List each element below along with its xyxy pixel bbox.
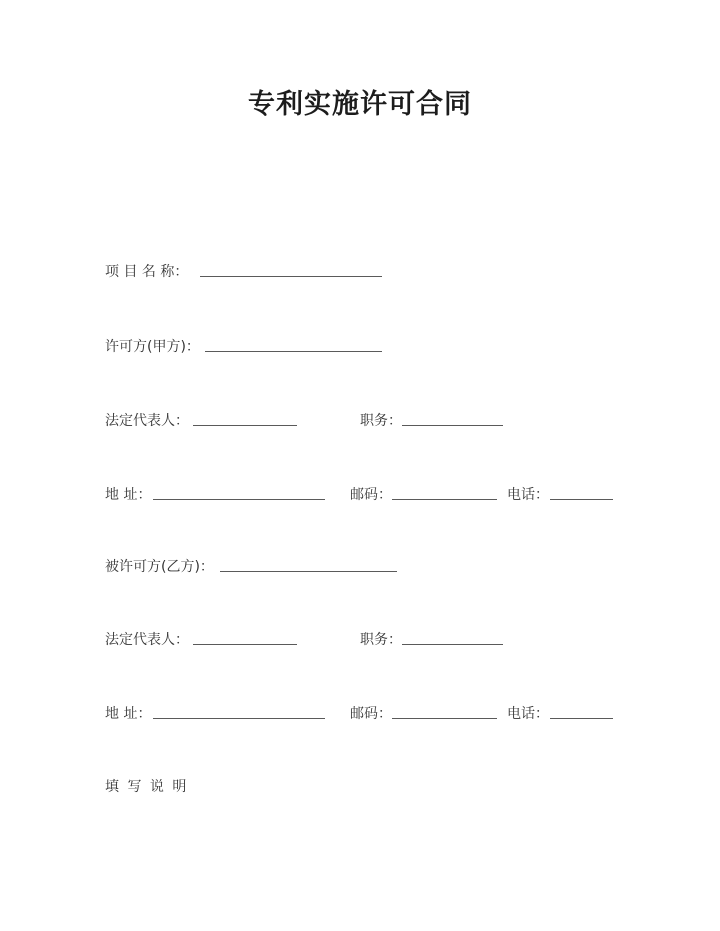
licensor-postcode-blank-line: [392, 485, 497, 500]
fill-instructions-label: 填 写 说 明: [105, 779, 189, 795]
licensor-phone-blank-line: [550, 485, 613, 500]
project-name-blank-line: [200, 262, 382, 277]
row-licensee-legal-rep: [105, 629, 665, 649]
licensee-address-label: 地 址：: [105, 706, 152, 722]
row-licensor-party: [105, 336, 665, 356]
licensee-legal-rep-label: 法定代表人：: [105, 632, 189, 648]
licensee-position-label: 职务：: [360, 632, 402, 648]
licensor-position-label: 职务：: [360, 413, 402, 429]
licensor-postcode-label: 邮码：: [350, 487, 392, 503]
licensee-phone-label: 电话：: [507, 706, 549, 722]
licensor-party-blank-line: [205, 337, 382, 352]
row-fill-instructions: [105, 776, 665, 796]
row-licensor-legal-rep: [105, 410, 665, 430]
licensor-legal-rep-label: 法定代表人：: [105, 413, 189, 429]
row-licensor-address: [105, 484, 665, 504]
licensor-address-blank-line: [153, 485, 325, 500]
licensee-position-blank-line: [402, 630, 503, 645]
licensor-phone-label: 电话：: [507, 487, 549, 503]
licensee-party-blank-line: [220, 557, 397, 572]
licensor-legal-rep-blank-line: [193, 411, 297, 426]
licensee-legal-rep-blank-line: [193, 630, 297, 645]
document-title: 专利实施许可合同: [248, 89, 472, 120]
licensor-address-label: 地 址：: [105, 487, 152, 503]
row-licensee-address: [105, 703, 665, 723]
project-name-label: 项 目 名 称：: [105, 264, 189, 280]
licensor-position-blank-line: [402, 411, 503, 426]
licensee-party-label: 被许可方(乙方)：: [105, 559, 214, 575]
licensor-party-label: 许可方(甲方)：: [105, 339, 200, 355]
row-licensee-party: [105, 556, 665, 576]
licensee-phone-blank-line: [550, 704, 613, 719]
row-project-name: [105, 261, 665, 281]
licensee-address-blank-line: [153, 704, 325, 719]
licensee-postcode-blank-line: [392, 704, 497, 719]
licensee-postcode-label: 邮码：: [350, 706, 392, 722]
